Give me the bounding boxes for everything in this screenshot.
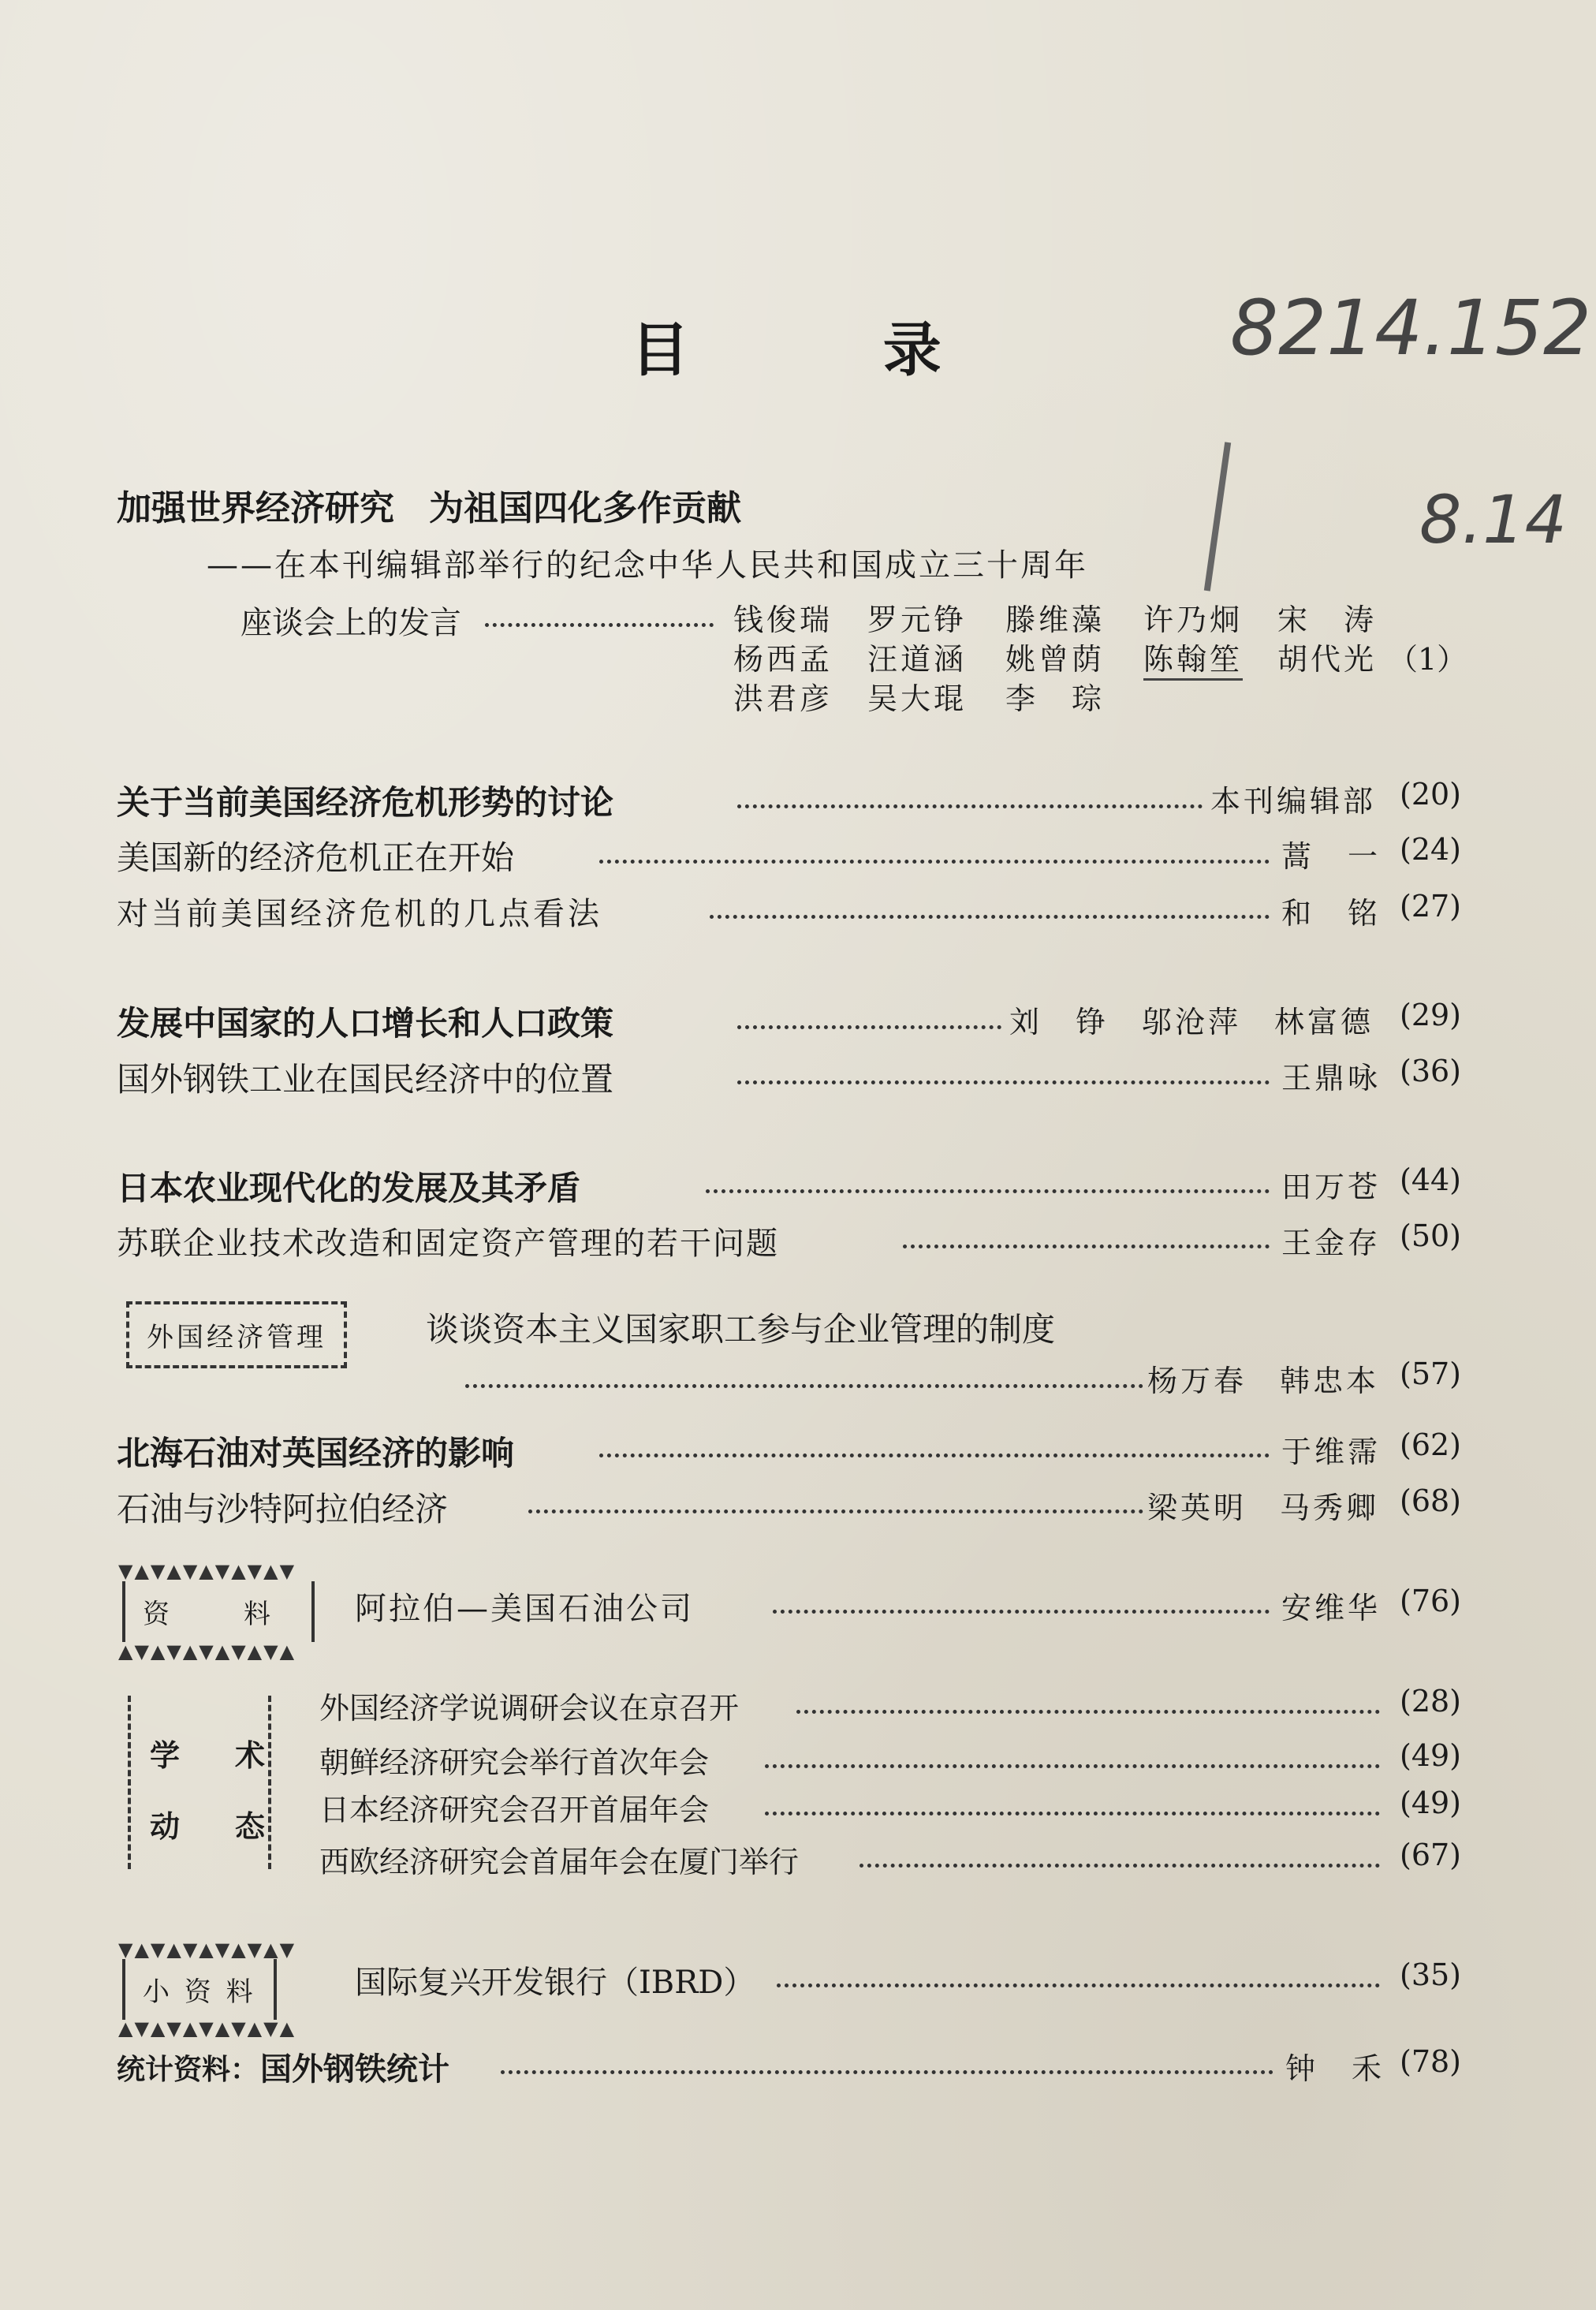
leader-dots — [465, 1384, 1143, 1388]
section-foreign-management-author: 杨万春 韩忠本 — [1147, 1364, 1380, 1398]
leader-dots — [765, 1812, 1380, 1816]
decorative-border-bottom: ▲▼▲▼▲▼▲▼▲▼▲ — [118, 2017, 296, 2039]
toc-entry-page: (36) — [1400, 1054, 1462, 1088]
leader-dots — [773, 1610, 1270, 1614]
stats-author: 钟 禾 — [1285, 2051, 1385, 2086]
decorative-border-top: ▼▲▼▲▼▲▼▲▼▲▼ — [118, 1560, 296, 1582]
academic-item-title: 西欧经济研究会首届年会在厦门举行 — [319, 1845, 800, 1879]
section-label-academic: 动 态 — [150, 1808, 278, 1844]
lead-author: 宋 涛 — [1277, 603, 1378, 637]
leader-dots — [599, 860, 1270, 864]
lead-page: （1） — [1388, 642, 1467, 677]
leader-dots — [765, 1764, 1380, 1768]
academic-item-title: 朝鲜经济研究会举行首次年会 — [319, 1745, 710, 1780]
section-label-foreign-management: 外国经济管理 — [126, 1301, 347, 1368]
lead-author: 罗元铮 — [867, 603, 968, 637]
leader-dots — [796, 1710, 1380, 1714]
leader-dots — [737, 804, 1203, 808]
lead-author: 洪君彦 — [733, 681, 833, 716]
toc-entry-author: 于维霈 — [1281, 1435, 1382, 1469]
leader-dots — [501, 2070, 1273, 2074]
toc-entry-author: 梁英明 马秀卿 — [1147, 1491, 1380, 1525]
section-materials-author: 安维华 — [1281, 1591, 1382, 1625]
lead-author: 许乃炯 — [1143, 603, 1244, 637]
decorative-border-top: ▼▲▼▲▼▲▼▲▼▲▼ — [118, 1939, 296, 1961]
leader-dots — [860, 1864, 1380, 1868]
lead-author: 滕维藻 — [1005, 603, 1106, 637]
toc-entry-page: (29) — [1400, 998, 1462, 1032]
toc-entry-title: 石油与沙特阿拉伯经济 — [117, 1490, 449, 1528]
section-foreign-management-title: 谈谈资本主义国家职工参与企业管理的制度 — [426, 1310, 1056, 1349]
leader-dots — [737, 1025, 1001, 1029]
leader-dots — [528, 1510, 1143, 1513]
academic-item-page: (28) — [1400, 1684, 1462, 1719]
page-title: 目 录 — [631, 316, 1028, 384]
toc-entry-title: 苏联企业技术改造和固定资产管理的若干问题 — [117, 1226, 779, 1262]
section-materials-page: (76) — [1400, 1584, 1462, 1618]
toc-entry-page: (62) — [1400, 1427, 1462, 1462]
toc-entry-author: 田万苍 — [1281, 1170, 1382, 1204]
toc-entry-page: (20) — [1400, 777, 1462, 812]
stats-label: 统计资料： — [117, 2054, 259, 2086]
leader-dots — [777, 1983, 1380, 1987]
toc-entry-author: 刘 铮 邬沧萍 林富德 — [1009, 1005, 1374, 1039]
lead-author: 胡代光 — [1277, 642, 1378, 677]
leader-dots — [710, 915, 1270, 919]
toc-entry-page: (44) — [1400, 1162, 1462, 1197]
toc-entry-author: 王金存 — [1281, 1226, 1382, 1260]
section-label-academic: 学 术 — [150, 1737, 278, 1773]
decorative-side-bar — [128, 1696, 131, 1869]
toc-entry-page: (68) — [1400, 1483, 1462, 1518]
section-materials-title: 阿拉伯—美国石油公司 — [355, 1591, 694, 1627]
lead-author: 姚曾荫 — [1005, 642, 1106, 677]
lead-author: 吴大琨 — [867, 681, 968, 716]
toc-entry-title: 美国新的经济危机正在开始 — [117, 838, 515, 877]
toc-entry-page: (50) — [1400, 1218, 1462, 1253]
section-label-small-materials: 小 资 料 — [122, 1959, 277, 2020]
stats-title: 国外钢铁统计 — [260, 2051, 449, 2088]
stats-page: (78) — [1400, 2044, 1462, 2079]
toc-entry-author: 和 铭 — [1281, 896, 1382, 931]
academic-item-page: (49) — [1400, 1738, 1462, 1773]
academic-item-page: (49) — [1400, 1786, 1462, 1820]
toc-entry-author: 本刊编辑部 — [1210, 784, 1377, 819]
lead-author: 汪道涵 — [867, 642, 968, 677]
section-small-materials-page: (35) — [1400, 1957, 1462, 1992]
academic-item-page: (67) — [1400, 1838, 1462, 1872]
leader-dots — [737, 1080, 1270, 1084]
toc-entry-page: (24) — [1400, 832, 1462, 867]
toc-entry-author: 王鼎咏 — [1281, 1061, 1382, 1095]
lead-author: 钱俊瑞 — [733, 603, 833, 637]
handwritten-note-top: 8214.152 — [1230, 284, 1592, 372]
toc-entry-title: 北海石油对英国经济的影响 — [117, 1434, 515, 1472]
toc-entry-title: 发展中国家的人口增长和人口政策 — [117, 1004, 614, 1043]
toc-entry-title: 国外钢铁工业在国民经济中的位置 — [117, 1060, 614, 1099]
lead-subtitle-1: ——在本刊编辑部举行的纪念中华人民共和国成立三十周年 — [207, 547, 1088, 584]
toc-entry-title: 关于当前美国经济危机形势的讨论 — [117, 783, 614, 822]
leader-dots — [599, 1454, 1270, 1457]
toc-entry-title: 日本农业现代化的发展及其矛盾 — [117, 1169, 581, 1207]
lead-subtitle-2: 座谈会上的发言 — [241, 605, 461, 641]
lead-author: 李 琮 — [1005, 681, 1106, 716]
leader-dots — [485, 623, 714, 627]
lead-author: 杨西孟 — [733, 642, 833, 677]
toc-entry-page: (27) — [1400, 889, 1462, 924]
leader-dots — [903, 1245, 1270, 1248]
decorative-border-bottom: ▲▼▲▼▲▼▲▼▲▼▲ — [118, 1640, 296, 1663]
lead-title: 加强世界经济研究 为祖国四化多作贡献 — [117, 488, 741, 528]
handwritten-note-side: 8.14 — [1419, 481, 1568, 558]
toc-entry-author: 蒿 一 — [1281, 839, 1382, 874]
leader-dots — [706, 1189, 1270, 1193]
section-foreign-management-page: (57) — [1400, 1357, 1462, 1391]
academic-item-title: 日本经济研究会召开首届年会 — [319, 1793, 710, 1827]
lead-author: 陈翰笙 — [1143, 635, 1243, 681]
academic-item-title: 外国经济学说调研会议在京召开 — [319, 1691, 740, 1726]
toc-entry-title: 对当前美国经济危机的几点看法 — [117, 896, 602, 932]
section-label-materials: 资 料 — [122, 1581, 315, 1642]
section-small-materials-title: 国际复兴开发银行（IBRD） — [355, 1965, 755, 2001]
